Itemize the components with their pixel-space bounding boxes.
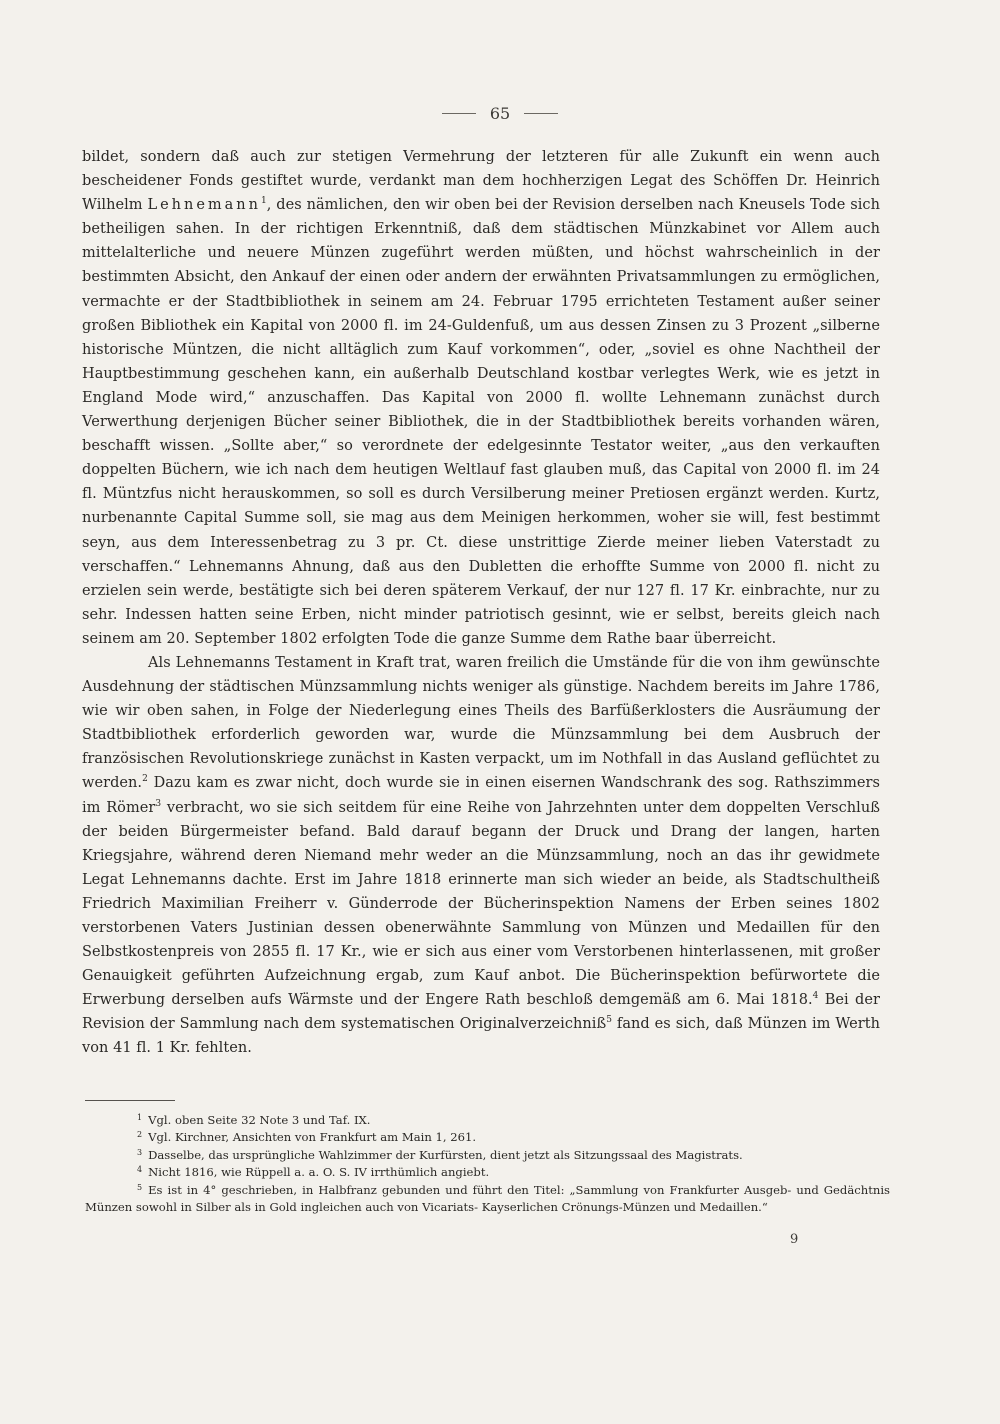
header-dash-right [524,113,558,114]
body-text [82,145,880,1061]
footnote-mark: 3 [137,1147,143,1157]
text-run: Als Lehnemanns Testament in Kraft trat, waren freilich die Umstände für die von ihm gewünschte Ausdehnung der städtischen Münzsammlung nichts weniger als günstige. Nachdem bereits im Jahre 1786, wie wir oben sahen, in Folge der Niederlegung eines Theils des Barfüßerklosters die Ausräumung der Stadtbibliothek erforderlich geworden war, wurde die Münzsammlung bei dem Ausbruch der französischen Revolutionskriege zunächst in Kasten verpackt, um im Nothfall in das Ausland geflüchtet zu werden. [82,654,880,792]
footnote-rule [85,1100,175,1101]
text-run: , des nämlichen, den wir oben bei der Revision derselben nach Kneusels Tode sich betheiligen sahen. In der richtigen Erkenntniß, daß dem städtischen Münzkabinet vor Allem auch mittelalterliche und neuere Münzen zugeführt werden müßten, und höchst wahrscheinlich in der bestimmten Absicht, den Ankauf der einen oder andern der erwähnten Privatsammlungen zu ermöglichen, vermachte er der Stadtbibliothek in seinem am 24. Februar 1795 errichteten Testament außer seiner großen Bibliothek ein Kapital von 2000 fl. im 24-Guldenfuß, um aus dessen Zinsen zu 3 Prozent „silberne historische Müntzen, die nicht alltäglich zum Kauf vorkommen“, oder, „soviel es ohne Nachtheil der Hauptbestimmung geschehen kann, ein außerhalb Deutschland kostbar verlegtes Werk, wie es jetzt in England Mode wird,“ anzuschaffen. Das Kapital von 2000 fl. wollte Lehnemann zunächst durch Verwerthung derjenigen Bücher seiner Bibliothek, die in der Stadtbibliothek bereits vorhanden wären, beschafft wissen. „Sollte aber,“ so verordnete der edelgesinnte Testator weiter, „aus den verkauften doppelten Büchern, wie ich nach dem heutigen Weltlauf fast glauben muß, das Capital von 2000 fl. im 24 fl. Müntzfus nicht herauskommen, so soll es durch Versilberung meiner Pretiosen ergänzt werden. Kurtz, nurbenannte Capital Summe soll, sie mag aus dem Meinigen herkommen, woher sie will, fest bestimmt seyn, aus dem Interessenbetrag zu 3 pr. Ct. diese unstrittige Zierde meiner lieben Vaterstadt zu verschaffen.“ Lehnemanns Ahnung, daß aus den Dubletten die erhoffte Summe von 2000 fl. nicht zu erzielen sein werde, bestätigte sich bei deren späterem Verkauf, der nur 127 fl. 17 Kr. einbrachte, nur zu sehr. Indessen hatten seine Erben, nicht minder patriotisch gesinnt, wie er selbst, bereits gleich nach seinem am 20. September 1802 erfolgten Tode die ganze Summe dem Rathe baar überreicht. [82,197,880,647]
footnote-ref: 3 [155,798,162,809]
footnote [85,1129,890,1146]
paragraph [82,145,880,651]
page-number: 65 [489,104,511,123]
text-run: Dazu kam es zwar nicht, doch wurde sie in einen eisernen Wandschrank des sog. Rathszimmers im Römer [82,775,880,816]
text-run: bildet, sondern daß auch zur stetigen Vermehrung der letzteren für alle Zukunft ein wenn auch bescheidener Fonds gestiftet wurde, verdankt man dem hochherzigen Legat des Schöffen Dr. Heinrich Wilhelm [82,149,880,214]
footnote-ref: 1 [260,196,267,207]
footnote-mark: 5 [137,1182,143,1192]
footnote [85,1147,890,1164]
footnote [85,1164,890,1181]
footnote-ref: 5 [606,1015,613,1026]
text-run: fand es sich, daß Münzen im Werth von 41 fl. 1 Kr. fehlten. [82,1016,880,1057]
signature-mark: 9 [790,1232,799,1247]
footnote-text: Nicht 1816, wie Rüppell a. a. O. S. IV irrthümlich angiebt. [148,1165,490,1180]
footnote-mark: 2 [137,1130,143,1140]
footnote-ref: 4 [812,991,819,1002]
text-run: verbracht, wo sie sich seitdem für eine Reihe von Jahrzehnten unter dem doppelten Verschluß der beiden Bürgermeister befand. Bald darauf begann der Druck und Drang der langen, harten Kriegsjahre, während deren Niemand mehr weder an die Münzsammlung, noch an das ihr gewidmete Legat Lehnemanns dachte. Erst im Jahre 1818 erinnerte man sich wieder an beide, als Stadtschultheiß Friedrich Maximilian Freiherr v. Günderrode der Bücherinspektion Namens der Erben seines 1802 verstorbenen Vaters Justinian dessen obenerwähnte Sammlung von Münzen und Medaillen für den Selbstkostenpreis von 2855 fl. 17 Kr., wie er sich aus einer vom Verstorbenen hinterlassenen, mit großer Genauigkeit geführten Aufzeichnung ergab, zum Kauf anbot. Die Bücherinspektion befürwortete die Erwerbung derselben aufs Wärmste und der Engere Rath beschloß demgemäß am 6. Mai 1818. [82,799,880,1009]
footnote-text: Es ist in 4° geschrieben, in Halbfranz gebunden und führt den Titel: „Sammlung von Frankfurter Ausgeb- und Gedächtnis Münzen sowohl in Silber als in Gold ingleichen auch von Vicariats- Kayserlichen Crönungs-Münzen und Medaillen.“ [85,1182,890,1215]
footnote-text: Vgl. oben Seite 32 Note 3 und Taf. IX. [148,1113,371,1127]
header-dash-left [442,113,476,114]
footnote-mark: 4 [137,1165,143,1175]
page-header [0,104,1000,123]
footnote-mark: 1 [137,1113,143,1122]
footnote-text: Dasselbe, das ursprüngliche Wahlzimmer der Kurfürsten, dient jetzt als Sitzungssaal des Magistrats. [148,1147,743,1162]
spaced-name: Lehnemann [147,197,261,214]
text-run: Bei der Revision der Sammlung nach dem systematischen Originalverzeichniß [82,992,880,1033]
footnotes [85,1112,890,1216]
footnote-text: Vgl. Kirchner, Ansichten von Frankfurt am Main 1, 261. [148,1130,477,1145]
paragraph [82,651,880,1061]
footnote [85,1112,890,1129]
footnote [85,1182,890,1217]
footnote-ref: 2 [142,774,148,785]
